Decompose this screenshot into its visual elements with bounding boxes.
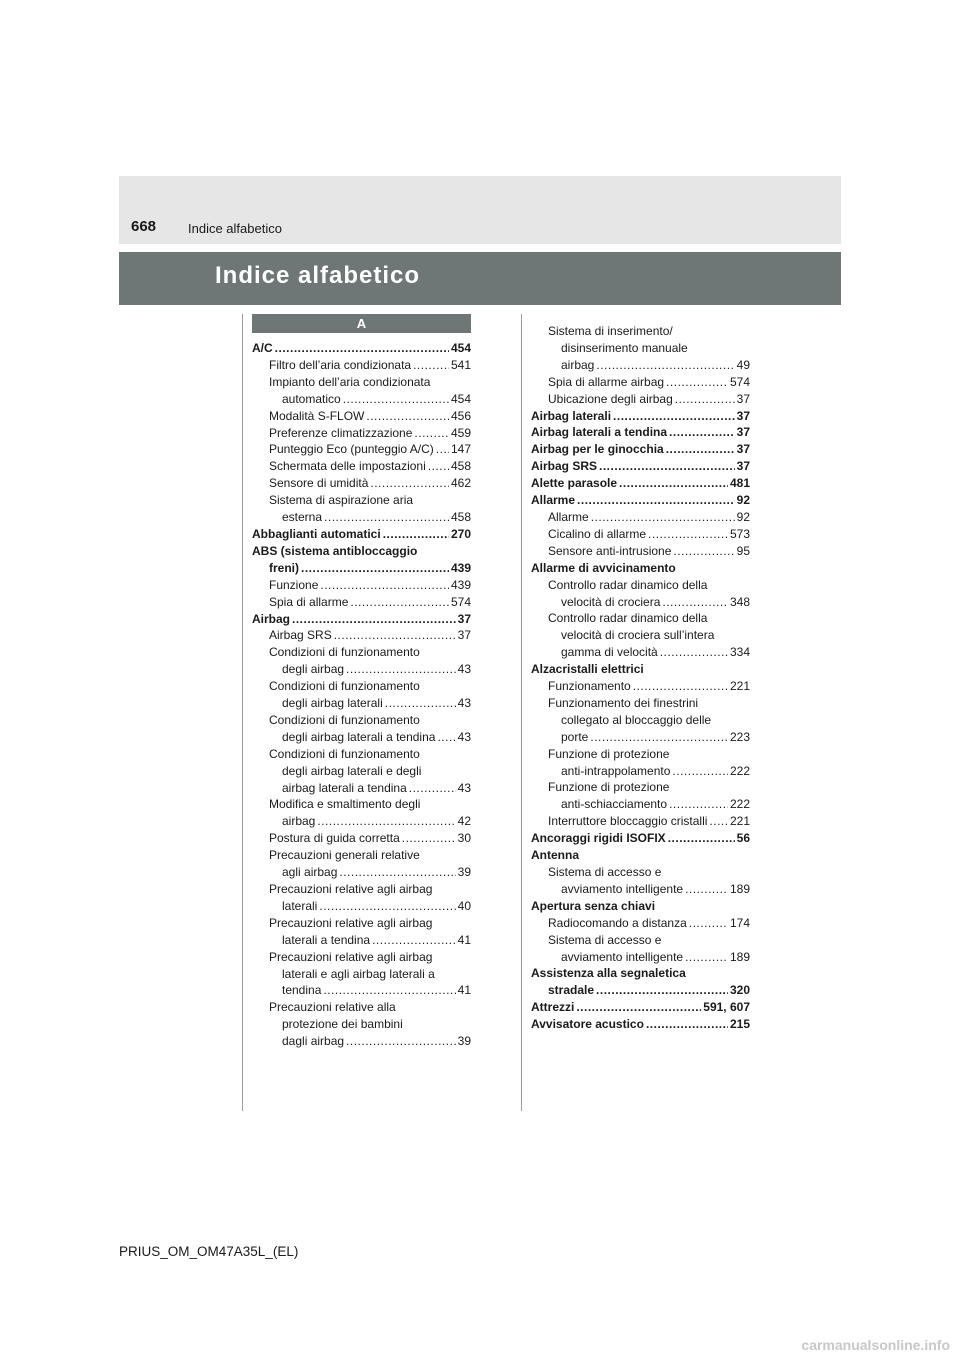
index-term: agli airbag xyxy=(282,865,338,880)
index-subheading: Funzionamento dei finestrini xyxy=(548,695,699,710)
dot-leader xyxy=(668,830,735,847)
index-term: laterali a tendina xyxy=(282,932,371,947)
dot-leader xyxy=(669,796,728,813)
index-subheading: Assistenza alla segnaletica xyxy=(531,966,686,981)
index-entry xyxy=(252,340,471,357)
index-term: Ubicazione degli airbag xyxy=(548,391,673,406)
dot-leader xyxy=(324,509,449,526)
index-entry xyxy=(531,374,750,391)
index-subheading: disinserimento manuale xyxy=(561,340,688,355)
page-reference: 147 xyxy=(450,442,471,457)
index-entry xyxy=(252,560,471,577)
index-subheading: Sistema di accesso e xyxy=(548,932,662,947)
index-entry xyxy=(252,594,471,611)
index-term: airbag xyxy=(282,814,316,829)
page-reference: 42 xyxy=(457,814,471,829)
page-reference: 574 xyxy=(729,374,750,389)
page-reference: 454 xyxy=(450,341,471,355)
dot-leader xyxy=(414,425,449,442)
page-reference: 270 xyxy=(450,526,471,541)
page-reference: 458 xyxy=(450,459,471,474)
page-reference: 458 xyxy=(450,510,471,525)
index-term: Funzionamento xyxy=(548,679,631,694)
index-entry xyxy=(531,1016,750,1033)
index-term: Punteggio Eco (punteggio A/C) xyxy=(269,442,434,457)
index-entry xyxy=(531,763,750,780)
index-term: Allarme xyxy=(531,493,576,508)
index-entry xyxy=(531,441,750,458)
dot-leader xyxy=(301,560,449,577)
dot-leader xyxy=(409,780,456,797)
dot-leader xyxy=(596,357,734,374)
index-subheading: Controllo radar dinamico della xyxy=(548,611,708,626)
column-divider-left xyxy=(242,314,243,1111)
dot-leader xyxy=(275,340,449,357)
dot-leader xyxy=(413,357,449,374)
index-term: degli airbag laterali a tendina xyxy=(282,729,436,744)
page-reference: 174 xyxy=(729,915,750,930)
page-reference: 223 xyxy=(729,729,750,744)
dot-leader xyxy=(673,543,734,560)
index-term: Cicalino di allarme xyxy=(548,526,647,541)
index-entry xyxy=(531,796,750,813)
index-term: gamma di velocità xyxy=(561,645,658,660)
dot-leader xyxy=(669,424,735,441)
page-reference: 37 xyxy=(736,425,750,440)
index-subheading: Allarme di avvicinamento xyxy=(531,560,676,575)
index-entry xyxy=(531,594,750,611)
dot-leader xyxy=(709,813,728,830)
page-reference: 43 xyxy=(457,696,471,711)
index-term: Sensore di umidità xyxy=(269,476,369,491)
dot-leader xyxy=(596,982,728,999)
page-reference: 189 xyxy=(729,949,750,964)
index-entry xyxy=(252,357,471,374)
index-subheading: Sistema di aspirazione aria xyxy=(269,493,414,508)
index-subheading: ABS (sistema antibloccaggio xyxy=(252,543,418,558)
page-reference: 222 xyxy=(729,797,750,812)
index-entry xyxy=(252,391,471,408)
index-term: Ancoraggi rigidi ISOFIX xyxy=(531,831,666,846)
page-reference: 37 xyxy=(457,611,471,626)
index-entry xyxy=(252,577,471,594)
index-subheading: degli airbag laterali e degli xyxy=(282,763,422,778)
page-reference: 56 xyxy=(736,831,750,846)
page-reference: 573 xyxy=(729,526,750,541)
index-term: Attrezzi xyxy=(531,1000,575,1015)
dot-leader xyxy=(372,932,456,949)
dot-leader xyxy=(646,1016,728,1033)
index-entry xyxy=(531,644,750,661)
dot-leader xyxy=(675,391,735,408)
index-entry xyxy=(252,864,471,881)
page-reference: 95 xyxy=(736,543,750,558)
index-term: Airbag xyxy=(252,611,291,626)
page-reference: 30 xyxy=(457,831,471,846)
index-term: Airbag laterali xyxy=(531,408,612,423)
dot-leader xyxy=(436,441,449,458)
page-reference: 39 xyxy=(457,1034,471,1049)
index-term: anti-intrappolamento xyxy=(561,763,671,778)
index-column-left xyxy=(252,340,471,1050)
index-term: Spia di allarme airbag xyxy=(548,374,665,389)
section-title-band xyxy=(119,252,841,305)
index-subheading: collegato al bloccaggio delle xyxy=(561,712,712,727)
index-entry xyxy=(531,881,750,898)
dot-leader xyxy=(370,475,449,492)
index-term: degli airbag laterali xyxy=(282,696,383,711)
page-reference: 37 xyxy=(457,628,471,643)
index-entry xyxy=(252,526,471,543)
section-title: Indice alfabetico xyxy=(215,262,421,289)
index-column-right xyxy=(531,323,750,1033)
index-term: Abbaglianti automatici xyxy=(252,526,381,541)
dot-leader xyxy=(343,391,449,408)
index-letter-heading: A xyxy=(252,314,471,333)
page-reference: 221 xyxy=(729,814,750,829)
index-subheading: protezione dei bambini xyxy=(282,1017,403,1032)
index-subheading: Antenna xyxy=(531,848,579,863)
dot-leader xyxy=(685,881,728,898)
dot-leader xyxy=(662,594,728,611)
dot-leader xyxy=(385,695,456,712)
index-term: esterna xyxy=(282,510,323,525)
index-entry xyxy=(531,915,750,932)
index-entry xyxy=(531,357,750,374)
index-subheading: Controllo radar dinamico della xyxy=(548,577,708,592)
index-entry xyxy=(531,999,750,1016)
dot-leader xyxy=(666,374,728,391)
dot-leader xyxy=(685,949,728,966)
index-term: Modalità S-FLOW xyxy=(269,408,365,423)
page-reference: 37 xyxy=(736,408,750,423)
index-entry xyxy=(531,982,750,999)
index-term: avviamento intelligente xyxy=(561,881,684,896)
dot-leader xyxy=(599,458,735,475)
index-entry xyxy=(252,695,471,712)
page-reference: 37 xyxy=(736,459,750,474)
page-reference: 92 xyxy=(736,493,750,508)
dot-leader xyxy=(292,611,456,628)
index-term: Filtro dell’aria condizionata xyxy=(269,357,412,372)
page-reference: 481 xyxy=(729,476,750,491)
page-reference: 41 xyxy=(457,983,471,998)
dot-leader xyxy=(346,661,456,678)
index-entry xyxy=(252,425,471,442)
index-entry xyxy=(252,729,471,746)
page-reference: 189 xyxy=(729,881,750,896)
index-entry xyxy=(252,475,471,492)
index-subheading: Condizioni di funzionamento xyxy=(269,679,420,694)
page-reference: 439 xyxy=(450,577,471,592)
dot-leader xyxy=(590,729,728,746)
index-entry xyxy=(531,949,750,966)
index-entry xyxy=(252,813,471,830)
dot-leader xyxy=(428,458,449,475)
dot-leader xyxy=(613,408,735,425)
index-entry xyxy=(252,441,471,458)
page-reference: 40 xyxy=(457,898,471,913)
index-entry xyxy=(531,543,750,560)
page-reference: 541 xyxy=(450,357,471,372)
index-subheading: Condizioni di funzionamento xyxy=(269,746,420,761)
dot-leader xyxy=(319,898,455,915)
watermark: carmanualsonline.info xyxy=(801,1337,950,1353)
page-reference: 334 xyxy=(729,645,750,660)
page-reference: 462 xyxy=(450,476,471,491)
index-entry xyxy=(531,509,750,526)
index-entry xyxy=(531,391,750,408)
page-reference: 348 xyxy=(729,594,750,609)
index-term: tendina xyxy=(282,983,322,998)
index-entry xyxy=(531,813,750,830)
page-reference: 43 xyxy=(457,780,471,795)
page-reference: 574 xyxy=(450,594,471,609)
index-term: airbag xyxy=(561,357,595,372)
dot-leader xyxy=(666,441,735,458)
dot-leader xyxy=(317,813,455,830)
index-subheading: Precauzioni relative alla xyxy=(269,1000,396,1015)
index-subheading: Precauzioni generali relative xyxy=(269,848,420,863)
index-term: Sensore anti-intrusione xyxy=(548,543,672,558)
index-entry xyxy=(531,492,750,509)
page-reference: 221 xyxy=(729,679,750,694)
page-reference: 37 xyxy=(736,391,750,406)
index-entry xyxy=(252,1033,471,1050)
page-reference: 39 xyxy=(457,865,471,880)
index-term: Postura di guida corretta xyxy=(269,831,400,846)
index-term: Airbag SRS xyxy=(531,459,598,474)
page-reference: 222 xyxy=(729,763,750,778)
index-subheading: Impianto dell’aria condizionata xyxy=(269,374,431,389)
dot-leader xyxy=(660,644,728,661)
index-entry xyxy=(252,830,471,847)
index-entry xyxy=(531,458,750,475)
index-subheading: Precauzioni relative agli airbag xyxy=(269,915,433,930)
index-subheading: Alzacristalli elettrici xyxy=(531,662,644,677)
index-term: degli airbag xyxy=(282,662,345,677)
index-subheading: Sistema di inserimento/ xyxy=(548,324,673,338)
page-reference: 215 xyxy=(729,1017,750,1032)
page-reference: 454 xyxy=(450,391,471,406)
dot-leader xyxy=(350,594,449,611)
dot-leader xyxy=(323,982,455,999)
dot-leader xyxy=(689,915,728,932)
index-subheading: Precauzioni relative agli airbag xyxy=(269,882,433,896)
index-subheading: Condizioni di funzionamento xyxy=(269,645,420,660)
index-entry xyxy=(531,830,750,847)
index-term: Schermata delle impostazioni xyxy=(269,459,426,474)
index-subheading: Condizioni di funzionamento xyxy=(269,712,420,727)
index-term: Spia di allarme xyxy=(269,594,349,609)
page-reference: 37 xyxy=(736,442,750,457)
index-term: Radiocomando a distanza xyxy=(548,915,687,930)
index-term: avviamento intelligente xyxy=(561,949,684,964)
page-reference: 459 xyxy=(450,425,471,440)
dot-leader xyxy=(591,509,735,526)
dot-leader xyxy=(633,678,728,695)
index-entry xyxy=(252,458,471,475)
index-subheading: Sistema di accesso e xyxy=(548,865,662,879)
index-term: Alette parasole xyxy=(531,476,618,491)
running-title: Indice alfabetico xyxy=(188,221,282,236)
index-term: velocità di crociera xyxy=(561,594,661,609)
index-term: porte xyxy=(561,729,589,744)
index-term: freni) xyxy=(269,560,299,575)
column-divider-middle xyxy=(521,314,522,1111)
index-subheading: Funzione di protezione xyxy=(548,746,670,761)
index-term: Airbag per le ginocchia xyxy=(531,442,664,457)
index-term: automatico xyxy=(282,391,341,406)
index-term: anti-schiacciamento xyxy=(561,797,668,812)
index-term: Funzione xyxy=(269,577,319,592)
index-entry xyxy=(252,898,471,915)
dot-leader xyxy=(320,577,449,594)
dot-leader xyxy=(366,408,449,425)
index-subheading: Funzione di protezione xyxy=(548,780,670,795)
index-subheading: velocità di crociera sull’intera xyxy=(561,628,715,643)
index-subheading: laterali e agli airbag laterali a xyxy=(282,966,435,981)
index-entry xyxy=(531,475,750,492)
index-term: stradale xyxy=(548,983,595,998)
dot-leader xyxy=(648,526,728,543)
dot-leader xyxy=(402,830,456,847)
index-entry xyxy=(252,408,471,425)
index-entry xyxy=(252,661,471,678)
index-entry xyxy=(531,424,750,441)
dot-leader xyxy=(437,729,455,746)
index-term: laterali xyxy=(282,898,318,913)
index-entry xyxy=(252,627,471,644)
page-reference: 43 xyxy=(457,729,471,744)
index-subheading: Precauzioni relative agli airbag xyxy=(269,949,433,964)
index-term: Allarme xyxy=(548,509,589,524)
page-reference: 43 xyxy=(457,662,471,677)
index-entry xyxy=(252,611,471,628)
document-code: PRIUS_OM_OM47A35L_(EL) xyxy=(119,1244,299,1259)
index-entry xyxy=(252,982,471,999)
dot-leader xyxy=(339,864,455,881)
index-term: airbag laterali a tendina xyxy=(282,780,407,795)
page-reference: 41 xyxy=(457,932,471,947)
index-term: Avvisatore acustico xyxy=(531,1017,644,1032)
page-number: 668 xyxy=(131,218,157,235)
page-reference: 439 xyxy=(450,560,471,575)
index-term: Preferenze climatizzazione xyxy=(269,425,413,440)
index-entry xyxy=(531,678,750,695)
index-entry xyxy=(531,729,750,746)
index-term: Interruttore bloccaggio cristalli xyxy=(548,814,708,829)
dot-leader xyxy=(576,999,701,1016)
index-entry xyxy=(252,780,471,797)
index-term: Airbag SRS xyxy=(269,628,332,643)
index-subheading: Apertura senza chiavi xyxy=(531,898,656,913)
page-reference: 320 xyxy=(729,983,750,998)
index-entry xyxy=(531,408,750,425)
page-reference: 92 xyxy=(736,509,750,524)
index-entry xyxy=(531,526,750,543)
index-term: A/C xyxy=(252,341,273,355)
index-entry xyxy=(252,509,471,526)
dot-leader xyxy=(577,492,735,509)
index-subheading: Modifica e smaltimento degli xyxy=(269,797,421,812)
dot-leader xyxy=(334,627,456,644)
index-term: dagli airbag xyxy=(282,1034,345,1049)
index-term: Airbag laterali a tendina xyxy=(531,425,668,440)
page-reference: 591, 607 xyxy=(703,1000,750,1015)
dot-leader xyxy=(346,1033,456,1050)
page-reference: 456 xyxy=(450,408,471,423)
index-entry xyxy=(252,932,471,949)
dot-leader xyxy=(619,475,728,492)
dot-leader xyxy=(383,526,449,543)
dot-leader xyxy=(672,763,728,780)
page-reference: 49 xyxy=(736,357,750,372)
